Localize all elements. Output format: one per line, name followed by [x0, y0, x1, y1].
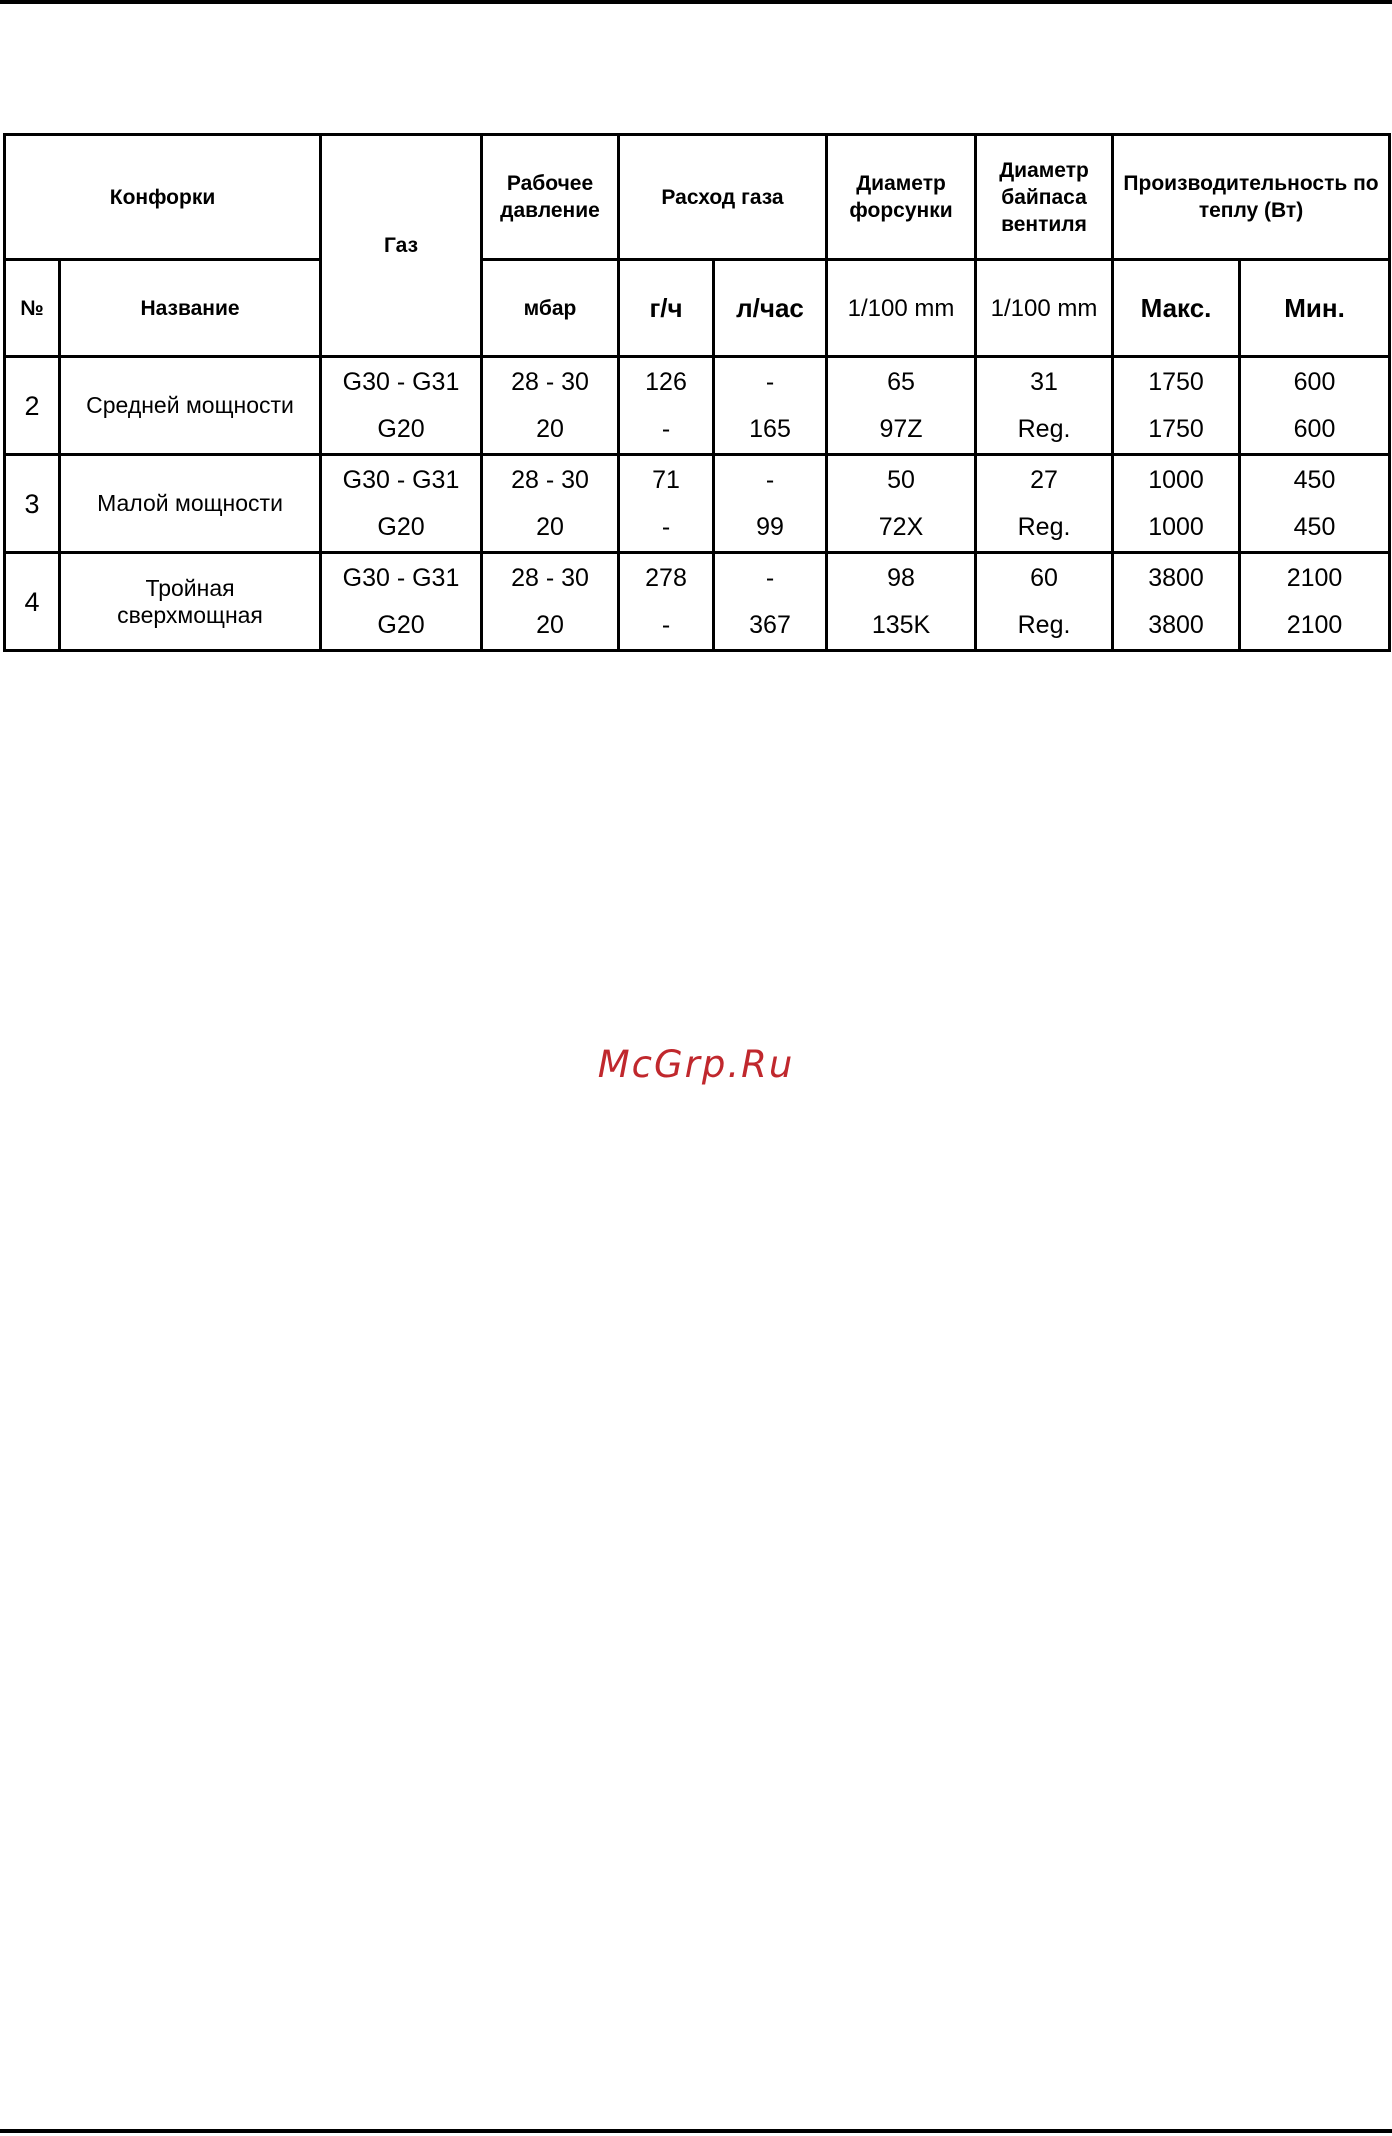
consumption-lh: - — [714, 455, 827, 504]
heat-min: 600 — [1240, 357, 1390, 406]
bottom-rule — [0, 2129, 1392, 2133]
injector-value: 50 — [827, 455, 976, 504]
pressure-value: 28 - 30 — [482, 357, 619, 406]
header-unit-pressure: мбар — [482, 260, 619, 357]
bypass-value: Reg. — [976, 602, 1113, 651]
consumption-lh: 99 — [714, 504, 827, 553]
heat-max: 1750 — [1113, 357, 1240, 406]
burner-number: 2 — [5, 357, 60, 455]
consumption-lh: 165 — [714, 406, 827, 455]
injector-value: 135K — [827, 602, 976, 651]
consumption-lh: 367 — [714, 602, 827, 651]
injector-value: 72X — [827, 504, 976, 553]
bypass-value: 27 — [976, 455, 1113, 504]
gas-type: G30 - G31 — [321, 553, 482, 602]
header-unit-bypass: 1/100 mm — [976, 260, 1113, 357]
header-col-name: Название — [60, 260, 321, 357]
gas-type: G20 — [321, 406, 482, 455]
heat-min: 2100 — [1240, 553, 1390, 602]
header-pressure: Рабочее давление — [482, 135, 619, 260]
top-rule — [0, 0, 1392, 4]
consumption-lh: - — [714, 357, 827, 406]
bypass-value: 60 — [976, 553, 1113, 602]
heat-max: 1000 — [1113, 504, 1240, 553]
consumption-gh: - — [619, 406, 714, 455]
burner-number: 4 — [5, 553, 60, 651]
table-row — [5, 553, 1390, 602]
burner-name-line2: сверхмощная — [117, 601, 263, 628]
header-heat-output: Производительность по теплу (Вт) — [1113, 135, 1390, 260]
header-consumption: Расход газа — [619, 135, 827, 260]
table-row — [5, 455, 1390, 504]
consumption-gh: - — [619, 602, 714, 651]
bypass-value: 31 — [976, 357, 1113, 406]
heat-max: 1000 — [1113, 455, 1240, 504]
injector-value: 97Z — [827, 406, 976, 455]
pressure-value: 20 — [482, 602, 619, 651]
header-col-max: Макс. — [1113, 260, 1240, 357]
header-unit-injector: 1/100 mm — [827, 260, 976, 357]
header-unit-gh: г/ч — [619, 260, 714, 357]
pressure-value: 28 - 30 — [482, 455, 619, 504]
gas-type: G20 — [321, 602, 482, 651]
gas-type: G30 - G31 — [321, 455, 482, 504]
pressure-value: 20 — [482, 406, 619, 455]
pressure-value: 28 - 30 — [482, 553, 619, 602]
gas-type: G30 - G31 — [321, 357, 482, 406]
pressure-value: 20 — [482, 504, 619, 553]
header-col-no: № — [5, 260, 60, 357]
heat-min: 450 — [1240, 455, 1390, 504]
header-col-min: Мин. — [1240, 260, 1390, 357]
heat-max: 1750 — [1113, 406, 1240, 455]
consumption-lh: - — [714, 553, 827, 602]
heat-max: 3800 — [1113, 602, 1240, 651]
burner-name-line1: Тройная — [145, 574, 235, 601]
heat-min: 2100 — [1240, 602, 1390, 651]
burner-number: 3 — [5, 455, 60, 553]
header-unit-lh: л/час — [714, 260, 827, 357]
consumption-gh: - — [619, 504, 714, 553]
header-gas: Газ — [321, 135, 482, 357]
watermark: McGrp.Ru — [597, 1043, 795, 1086]
consumption-gh: 126 — [619, 357, 714, 406]
burner-name: Малой мощности — [60, 455, 321, 553]
header-injector-diameter: Диаметр форсунки — [827, 135, 976, 260]
injector-value: 65 — [827, 357, 976, 406]
bypass-value: Reg. — [976, 406, 1113, 455]
burner-name — [60, 553, 321, 651]
burner-spec-table — [3, 133, 1391, 652]
header-bypass-diameter: Диаметр байпаса вентиля — [976, 135, 1113, 260]
heat-max: 3800 — [1113, 553, 1240, 602]
injector-value: 98 — [827, 553, 976, 602]
bypass-value: Reg. — [976, 504, 1113, 553]
consumption-gh: 71 — [619, 455, 714, 504]
gas-type: G20 — [321, 504, 482, 553]
heat-min: 450 — [1240, 504, 1390, 553]
heat-min: 600 — [1240, 406, 1390, 455]
consumption-gh: 278 — [619, 553, 714, 602]
table-row — [5, 357, 1390, 406]
burner-name: Средней мощности — [60, 357, 321, 455]
header-burners: Конфорки — [5, 135, 321, 260]
